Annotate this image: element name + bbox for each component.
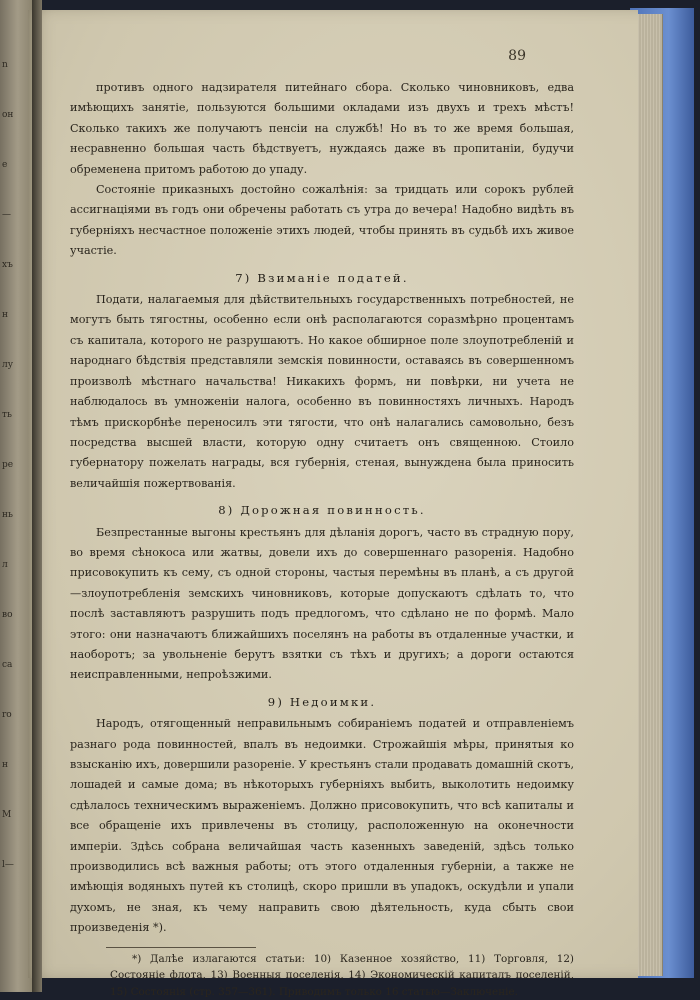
left-page-text-fragment: ть bbox=[2, 410, 12, 420]
paragraph: Безпрестанные выгоны крестьянъ для дѣланія дорогъ, часто въ страдную пору, во время сѣнокоса или жатвы, довели ихъ до совершеннаго разоренія. Надобно присовокупить къ сему, съ одной стороны, частыя перемѣны въ планѣ, а съ другой—злоупотребленія земскихъ чиновниковъ, которые допускаютъ сдѣлать то, что послѣ заставляютъ разрушить подъ предлогомъ, что сдѣлано не по формѣ. Мало этого: они назначаютъ ближайшихъ поселянъ на работы въ отдаленные участки, и наоборотъ; за увольненіе берутъ взятки съ тѣхъ и другихъ; а дороги остаются неисправленными, непроѣзжими. bbox=[70, 525, 574, 682]
left-page-text-fragment: во bbox=[2, 610, 13, 620]
left-page-text-fragment: н bbox=[2, 760, 8, 770]
paragraph: Народъ, отягощенный неправильнымъ собираніемъ податей и отправленіемъ разнаго рода повинностей, впалъ въ недоимки. Строжайшія мѣры, принятыя ко взысканію ихъ, довершили разореніе. У крестьянъ стали продавать домашній скотъ, лошадей и самые дома; въ нѣкоторыхъ губерніяхъ выбить, выколотить недоимку сдѣлалось техническимъ выраженіемъ. Должно присовокупить, что всѣ капиталы и все обращеніе ихъ привлечены въ столицу, расположенную на оконечности имперіи. Здѣсь собрана величайшая часть казенныхъ заведеній, здѣсь только производились всѣ важныя работы; отъ этого отдаленныя губерніи, а также не имѣющія водяныхъ путей къ столицѣ, скоро пришли въ упадокъ, оскудѣли и упали духомъ, не зная, къ чему направить свою дѣятельность, куда сбыть свои произведенія *). bbox=[70, 717, 574, 935]
left-page-text-fragment: M bbox=[2, 810, 12, 820]
page-content bbox=[70, 78, 574, 1000]
paragraph: противъ одного надзирателя питейнаго сбора. Сколько чиновниковъ, едва имѣющихъ занятіе, пользуются большими окладами изъ двухъ и трехъ мѣстъ! Сколько такихъ же получаютъ пенсіи на службѣ! Но въ то же время большая, несравненно большая часть бѣдствуетъ, нуждаясь даже въ пропитаніи, будучи обременена притомъ работою до упаду. bbox=[70, 81, 574, 176]
left-page-text-fragment: ro bbox=[2, 710, 12, 720]
section-heading: 9) Недоимки. bbox=[267, 694, 377, 709]
left-page-text-fragment: e bbox=[2, 160, 8, 170]
paragraph: Подати, налагаемыя для дѣйствительныхъ государственныхъ потребностей, не могутъ быть тягостны, особенно если онѣ располагаются соразмѣрно процентамъ съ капитала, которого не разрушаютъ. Но какое обширное поле злоупотребленій и народнаго бѣдствія представляли земскія повинности, оставаясь въ совершенномъ произволѣ мѣстнаго начальства! Никакихъ формъ, ни повѣрки, ни учета не наблюдалось въ умноженіи налога, особенно въ повинностяхъ личныхъ. Народъ тѣмъ прискорбнѣе переносилъ эти тягости, что онѣ налагались самовольно, безъ посредства высшей власти, которую одну считаетъ онъ священною. Стоило губернатору пожелать награды, вся губернія, стеная, вынуждена была приносить величайшія пожертвованія. bbox=[70, 293, 574, 490]
book-page bbox=[28, 10, 638, 998]
left-page-text-fragment: l— bbox=[2, 860, 14, 870]
paragraph: Состояніе приказныхъ достойно сожалѣнія: за тридцать или сорокъ рублей ассигнаціями въ годъ они обречены работать съ утра до вечера! Надобно видѣть въ губерніяхъ несчастное положеніе этихъ людей, чтобы принять въ судьбѣ ихъ живое участіе. bbox=[70, 183, 574, 258]
footnote-text: *) Далѣе излагаются статьи: 10) Казенное хозяйство, 11) Торговля, 12) Состояніе флота, 13) Военныя поселенія, 14) Экономическій капиталъ поселеній, 15) Состоянія (стр. 357—361). Приводимъ только 16 статью—Заключеніе. bbox=[110, 952, 574, 998]
page-number: 89 bbox=[508, 48, 526, 64]
left-page-text-fragment: л bbox=[2, 560, 8, 570]
book-gutter bbox=[32, 0, 42, 992]
left-page-text-fragment: нь bbox=[2, 510, 13, 520]
footnote bbox=[70, 951, 574, 1000]
left-page-text-fragment: лу bbox=[2, 360, 14, 370]
left-page-text-fragment: — bbox=[2, 210, 11, 220]
left-page-text-fragment: ca bbox=[2, 660, 13, 670]
left-page-text-fragment: n bbox=[2, 60, 8, 70]
left-page-text-fragment: хъ bbox=[2, 260, 13, 270]
footnote-rule bbox=[106, 947, 256, 948]
left-page-text-fragment: ре bbox=[2, 460, 14, 470]
left-page-text-fragment: н bbox=[2, 310, 8, 320]
left-page-text-fragment: он bbox=[2, 110, 14, 120]
section-heading: 7) Взиманіе податей. bbox=[235, 270, 409, 285]
section-heading: 8) Дорожная повинность. bbox=[218, 503, 426, 518]
